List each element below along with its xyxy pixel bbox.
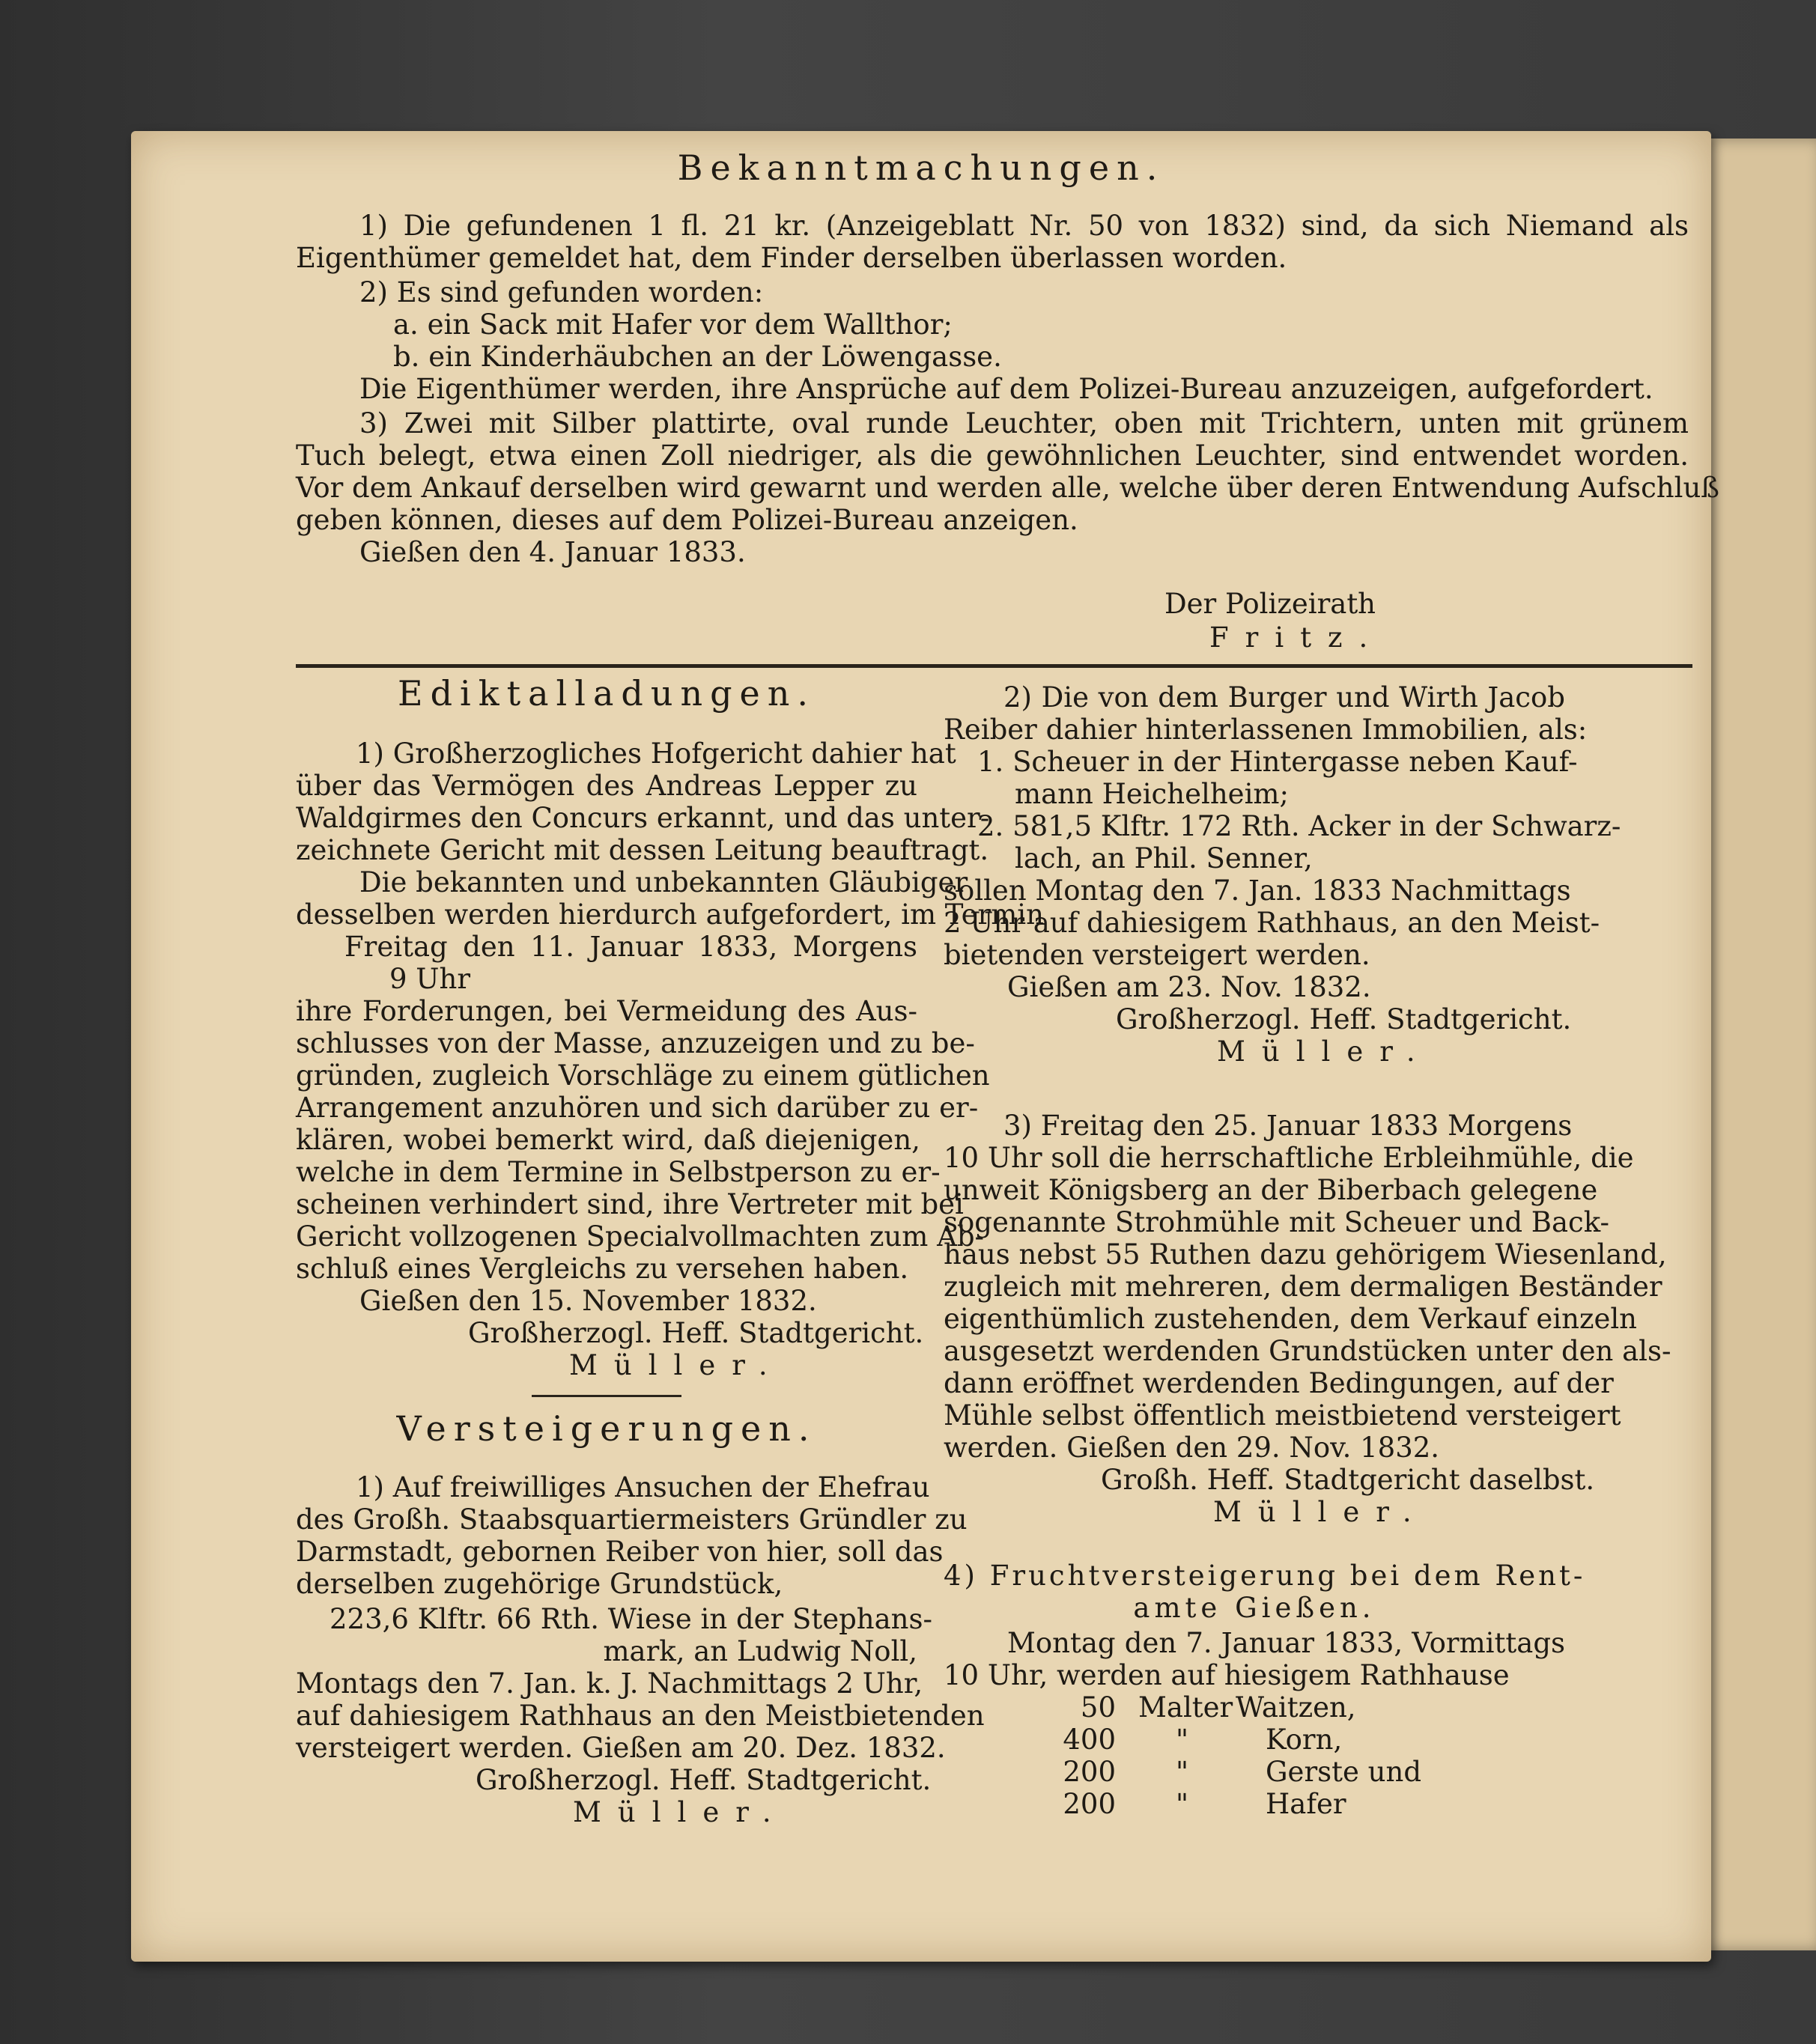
item-cell: Korn, (1266, 1724, 1343, 1756)
qty-cell: 50 (1080, 1691, 1116, 1724)
item-cell: Hafer (1266, 1788, 1346, 1820)
text-line: sogenannte Strohmühle mit Scheuer und Back- (944, 1206, 1610, 1238)
text-line: 2 Uhr auf dahiesigem Rathhaus, an den Meist- (944, 907, 1600, 939)
text-line: geben können, dieses auf dem Polizei-Bureau anzeigen. (296, 504, 1078, 536)
text-line: 10 Uhr, werden auf hiesigem Rathhause (944, 1659, 1510, 1691)
text-line: 2) Es sind gefunden worden: (359, 276, 764, 308)
text-line: 1) Die gefundenen 1 fl. 21 kr. (Anzeigeblatt Nr. 50 von 1832) sind, da sich Niemand als (359, 210, 1689, 242)
text-line: Die bekannten und unbekannten Gläubiger (359, 866, 968, 898)
text-line: 1) Großherzogliches Hofgericht dahier hat (356, 737, 956, 770)
facing-page-edge (1700, 139, 1816, 1950)
text-line: Waldgirmes den Concurs erkannt, und das unter- (296, 802, 990, 834)
versteigerungen-body (296, 1471, 985, 1828)
section-title-fruchtversteigerung: 4) Fruchtversteigerung bei dem Rent- (944, 1560, 1586, 1592)
text-line: Mühle selbst öffentlich meistbietend versteigert (944, 1399, 1621, 1432)
text-line: 1) Auf freiwilliges Ansuchen der Ehefrau (356, 1471, 930, 1503)
court-line: Großherzogl. Heff. Stadtgericht. (476, 1764, 932, 1796)
text-line: derselben zugehörige Grundstück, (296, 1568, 783, 1600)
text-line: ihre Forderungen, bei Vermeidung des Aus- (296, 995, 917, 1027)
signature-name: Fritz. (1209, 621, 1385, 654)
bekanntmachungen-body (296, 210, 1720, 568)
signature-name: Müller. (1217, 1035, 1432, 1068)
unit-cell: Malter (1138, 1691, 1233, 1724)
text-line: werden. Gießen den 29. Nov. 1832. (944, 1432, 1440, 1464)
text-line: schluß eines Vergleichs zu versehen haben. (296, 1253, 909, 1285)
text-line: 2. 581,5 Klftr. 172 Rth. Acker in der Schwarz- (977, 810, 1621, 842)
date-line: Gießen den 4. Januar 1833. (359, 536, 746, 568)
date-line: Gießen den 15. November 1832. (359, 1285, 817, 1317)
text-line: versteigert werden. Gießen am 20. Dez. 1832. (296, 1732, 946, 1764)
court-line: Großh. Heff. Stadtgericht daselbst. (1101, 1464, 1595, 1496)
signature-name: Müller. (573, 1796, 788, 1828)
text-line: klären, wobei bemerkt wird, daß diejenigen, (296, 1124, 920, 1156)
text-line: mann Heichelheim; (1015, 778, 1289, 810)
ediktalladungen-body (296, 737, 1044, 1381)
text-line: haus nebst 55 Ruthen dazu gehörigem Wiesenland, (944, 1238, 1667, 1271)
signature-name: Müller. (569, 1349, 784, 1381)
text-line: des Großh. Staabsquartiermeisters Gründler zu (296, 1503, 968, 1536)
section-title-bekanntmachungen: Bekanntmachungen. (677, 147, 1165, 188)
text-line: über das Vermögen des Andreas Lepper zu (296, 770, 917, 802)
text-line: dann eröffnet werdenden Bedingungen, auf der (944, 1367, 1614, 1399)
text-line: mark, an Ludwig Noll, (603, 1635, 917, 1667)
qty-cell: 400 (1063, 1724, 1116, 1756)
court-line: Großherzogl. Heff. Stadtgericht. (468, 1317, 924, 1349)
text-line: bietenden versteigert werden. (944, 939, 1370, 971)
text-line: Gericht vollzogenen Specialvollmachten zum Ab- (296, 1220, 985, 1253)
text-line: 9 Uhr (389, 963, 471, 995)
right-column (944, 681, 1671, 1820)
court-line: Großherzogl. Heff. Stadtgericht. (1116, 1003, 1572, 1035)
item-cell: Gerste und (1266, 1756, 1421, 1788)
unit-cell: " (1176, 1756, 1189, 1788)
short-divider (532, 1395, 681, 1397)
text-line: Reiber dahier hinterlassenen Immobilien, als: (944, 714, 1588, 746)
text-line: Tuch belegt, etwa einen Zoll niedriger, als die gewöhnlichen Leuchter, sind entwendet worden. (296, 439, 1689, 472)
table-row (944, 1724, 1565, 1756)
section-title-fruchtversteigerung-cont: amte Gießen. (1133, 1592, 1376, 1624)
table-row (944, 1756, 1565, 1788)
text-line: unweit Königsberg an der Biberbach gelegene (944, 1174, 1598, 1206)
text-line: ausgesetzt werdenden Grundstücken unter den als- (944, 1335, 1671, 1367)
qty-cell: 200 (1063, 1756, 1116, 1788)
text-line: 2) Die von dem Burger und Wirth Jacob (1003, 681, 1565, 714)
text-line: scheinen verhindert sind, ihre Vertreter mit bei (296, 1188, 964, 1220)
text-line: desselben werden hierdurch aufgefordert, im Termin (296, 898, 1044, 931)
text-line: Vor dem Ankauf derselben wird gewarnt und werden alle, welche über deren Entwendung Aufschluß (296, 472, 1720, 504)
grain-table (944, 1691, 1565, 1820)
text-line: Eigenthümer gemeldet hat, dem Finder derselben überlassen worden. (296, 242, 1287, 274)
text-line: 10 Uhr soll die herrschaftliche Erbleihmühle, die (944, 1142, 1634, 1174)
text-line: gründen, zugleich Vorschläge zu einem gütlichen (296, 1059, 990, 1092)
text-line: zeichnete Gericht mit dessen Leitung beauftragt. (296, 834, 989, 866)
text-line: Montag den 7. Januar 1833, Vormittags (1007, 1627, 1565, 1659)
signature-title: Der Polizeirath (1164, 588, 1376, 620)
table-row (944, 1691, 1565, 1724)
text-line: auf dahiesigem Rathhaus an den Meistbietenden (296, 1700, 985, 1732)
text-line: schlusses von der Masse, anzuzeigen und zu be- (296, 1027, 975, 1059)
text-line: Die Eigenthümer werden, ihre Ansprüche auf dem Polizei-Bureau anzuzeigen, aufgefordert. (359, 373, 1653, 405)
document-page (131, 131, 1720, 1962)
text-line: welche in dem Termine in Selbstperson zu er- (296, 1156, 941, 1188)
signature-name: Müller. (1213, 1496, 1428, 1528)
table-row (944, 1788, 1565, 1820)
text-line: Darmstadt, gebornen Reiber von hier, soll das (296, 1536, 944, 1568)
text-line: Freitag den 11. Januar 1833, Morgens (344, 931, 917, 963)
text-line: 1. Scheuer in der Hintergasse neben Kauf- (977, 746, 1578, 778)
text-line: 3) Freitag den 25. Januar 1833 Morgens (1003, 1110, 1573, 1142)
item-cell: Waitzen, (1236, 1691, 1356, 1724)
unit-cell: " (1176, 1788, 1189, 1820)
date-line: Gießen am 23. Nov. 1832. (1007, 971, 1371, 1003)
text-line: a. ein Sack mit Hafer vor dem Wallthor; (393, 308, 953, 341)
text-line: b. ein Kinderhäubchen an der Löwengasse. (393, 341, 1002, 373)
text-line: 3) Zwei mit Silber plattirte, oval runde Leuchter, oben mit Trichtern, unten mit grünem (359, 407, 1689, 439)
text-line: 223,6 Klftr. 66 Rth. Wiese in der Stephans- (330, 1603, 933, 1635)
text-line: sollen Montag den 7. Jan. 1833 Nachmittags (944, 875, 1571, 907)
qty-cell: 200 (1063, 1788, 1116, 1820)
section-title-versteigerungen: Versteigerungen. (396, 1408, 817, 1449)
section-divider (296, 664, 1692, 668)
text-line: eigenthümlich zustehenden, dem Verkauf einzeln (944, 1303, 1638, 1335)
text-line: lach, an Phil. Senner, (1015, 842, 1313, 875)
text-line: Montags den 7. Jan. k. J. Nachmittags 2 Uhr, (296, 1667, 923, 1700)
text-line: Arrangement anzuhören und sich darüber zu er- (296, 1092, 979, 1124)
section-title-ediktalladungen: Ediktalladungen. (398, 673, 816, 714)
unit-cell: " (1176, 1724, 1189, 1756)
text-line: zugleich mit mehreren, dem dermaligen Beständer (944, 1271, 1662, 1303)
